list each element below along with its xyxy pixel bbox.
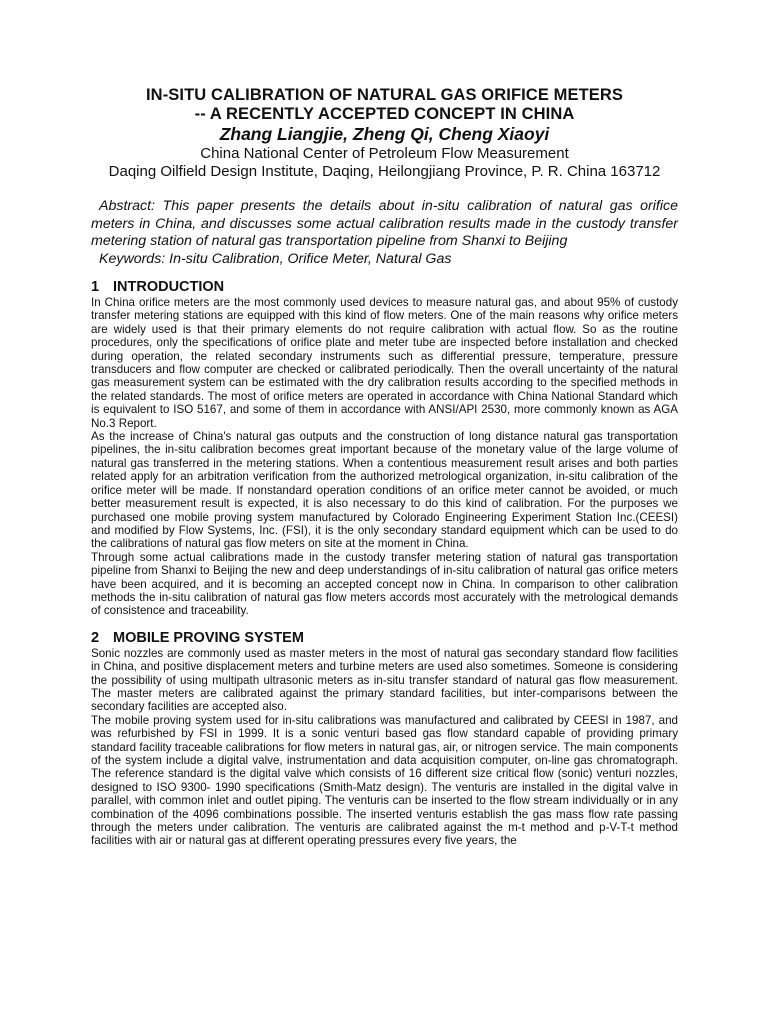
paragraph: The mobile proving system used for in-situ calibrations was manufactured and calibrated by CEESI in 1987, and was refurbished by FSI in 1999. It is a sonic venturi based gas flow standard capable of providing primary standard facility traceable calibrations for flow meters in natural gas, air, or nitrogen service. The main components of the system include a digital valve, instrumentation and data acquisition computer, on-line gas chromatograph. The reference standard is the digital valve which consists of 16 different size critical flow (sonic) venturi nozzles, designed to ISO 9300- 1990 specifications (Smith-Matz design). The venturis are installed in the digital valve in parallel, with common inlet and outlet piping. The venturis can be inserted to the flow stream individually or in any combination of the 4096 combinations possible. The inserted venturis establish the gas mass flow rate passing through the meters under calibration. The venturis are calibrated against the m-t method and p-V-T-t method facilities with air or natural gas at different operating pressures every five years, the xyxy=(91,713,678,848)
paragraph: Through some actual calibrations made in the custody transfer metering station of natural gas transportation pipeline from Shanxi to Beijing the new and deep understandings of in-situ calibration of natural gas orifice meters have been acquired, and it is becoming an accepted concept now in China. In comparison to other calibration methods the in-situ calibration of natural gas flow meters accords most accurately with the metrological demands of consistence and traceability. xyxy=(91,550,678,618)
paragraph: Sonic nozzles are commonly used as master meters in the most of natural gas secondary standard flow facilities in China, and positive displacement meters and turbine meters are used also sometimes. Someone is considering the possibility of using multipath ultrasonic meters as in-situ transfer standard of natural gas flow measurement. The master meters are calibrated against the primary standard facilities, but inter-comparisons between the secondary facilities are accepted also. xyxy=(91,646,678,714)
abstract: Abstract: This paper presents the details about in-situ calibration of natural gas orifice meters in China, and discusses some actual calibration results made in the custody transfer metering station of natural gas transportation pipeline from Shanxi to Beijing xyxy=(91,198,678,249)
affiliation-line-2: Daqing Oilfield Design Institute, Daqing, Heilongjiang Province, P. R. China 163712 xyxy=(108,163,661,180)
section-number: 2 xyxy=(91,629,100,646)
section-title: INTRODUCTION xyxy=(113,279,225,295)
keywords: Keywords: In-situ Calibration, Orifice Meter, Natural Gas xyxy=(99,250,452,267)
paragraph: As the increase of China's natural gas outputs and the construction of long distance natural gas transportation pipelines, the in-situ calibration becomes great important because of the monetary value of the large volume of natural gas transferred in the metering stations. When a contentious measurement result arises and both parties related apply for an arbitration verification from the authorized metrological organization, in-situ calibration of the orifice meter will be made. If nonstandard operation conditions of an orifice meter cannot be avoided, or much better measurement result is expected, it is also necessary to do this kind of calibration. For the purposes we purchased one mobile proving system manufactured by Colorado Engineering Experiment Station Inc.(CEESI) and modified by Flow Systems, Inc. (FSI), it is the only secondary standard equipment which can be used to do the calibrations of natural gas flow meters on site at the moment in China. xyxy=(91,430,678,551)
section-heading-introduction xyxy=(91,279,678,296)
section-heading-mobile-proving-system xyxy=(91,630,678,647)
title-line-2: -- A RECENTLY ACCEPTED CONCEPT IN CHINA xyxy=(194,105,575,123)
title-line-1: IN-SITU CALIBRATION OF NATURAL GAS ORIFICE METERS xyxy=(146,86,623,104)
affiliation-line-1: China National Center of Petroleum Flow Measurement xyxy=(200,145,569,162)
paragraph: In China orifice meters are the most commonly used devices to measure natural gas, and about 95% of custody transfer metering stations are equipped with this kind of flow meters. One of the main reasons why orifice meters are widely used is that their primary elements do not require calibration with actual flow. So as the routine procedures, only the specifications of orifice plate and meter tube are inspected before installation and checked during operation, the related secondary instruments such as differential pressure, temperature, pressure transducers and flow computer are checked or calibrated periodically. Then the overall uncertainty of the natural gas measurement system can be estimated with the dry calibration results according to the specified methods in the related standards. The most of orifice meters are operated in accordance with China National Standard which is equivalent to ISO 5167, and some of them in accordance with ANSI/API 2530, more commonly known as AGA No.3 Report. xyxy=(91,296,678,430)
paper-title xyxy=(91,86,678,124)
authors: Zhang Liangjie, Zheng Qi, Cheng Xiaoyi xyxy=(219,124,550,144)
section-title: MOBILE PROVING SYSTEM xyxy=(113,629,304,646)
section-number: 1 xyxy=(91,279,100,295)
